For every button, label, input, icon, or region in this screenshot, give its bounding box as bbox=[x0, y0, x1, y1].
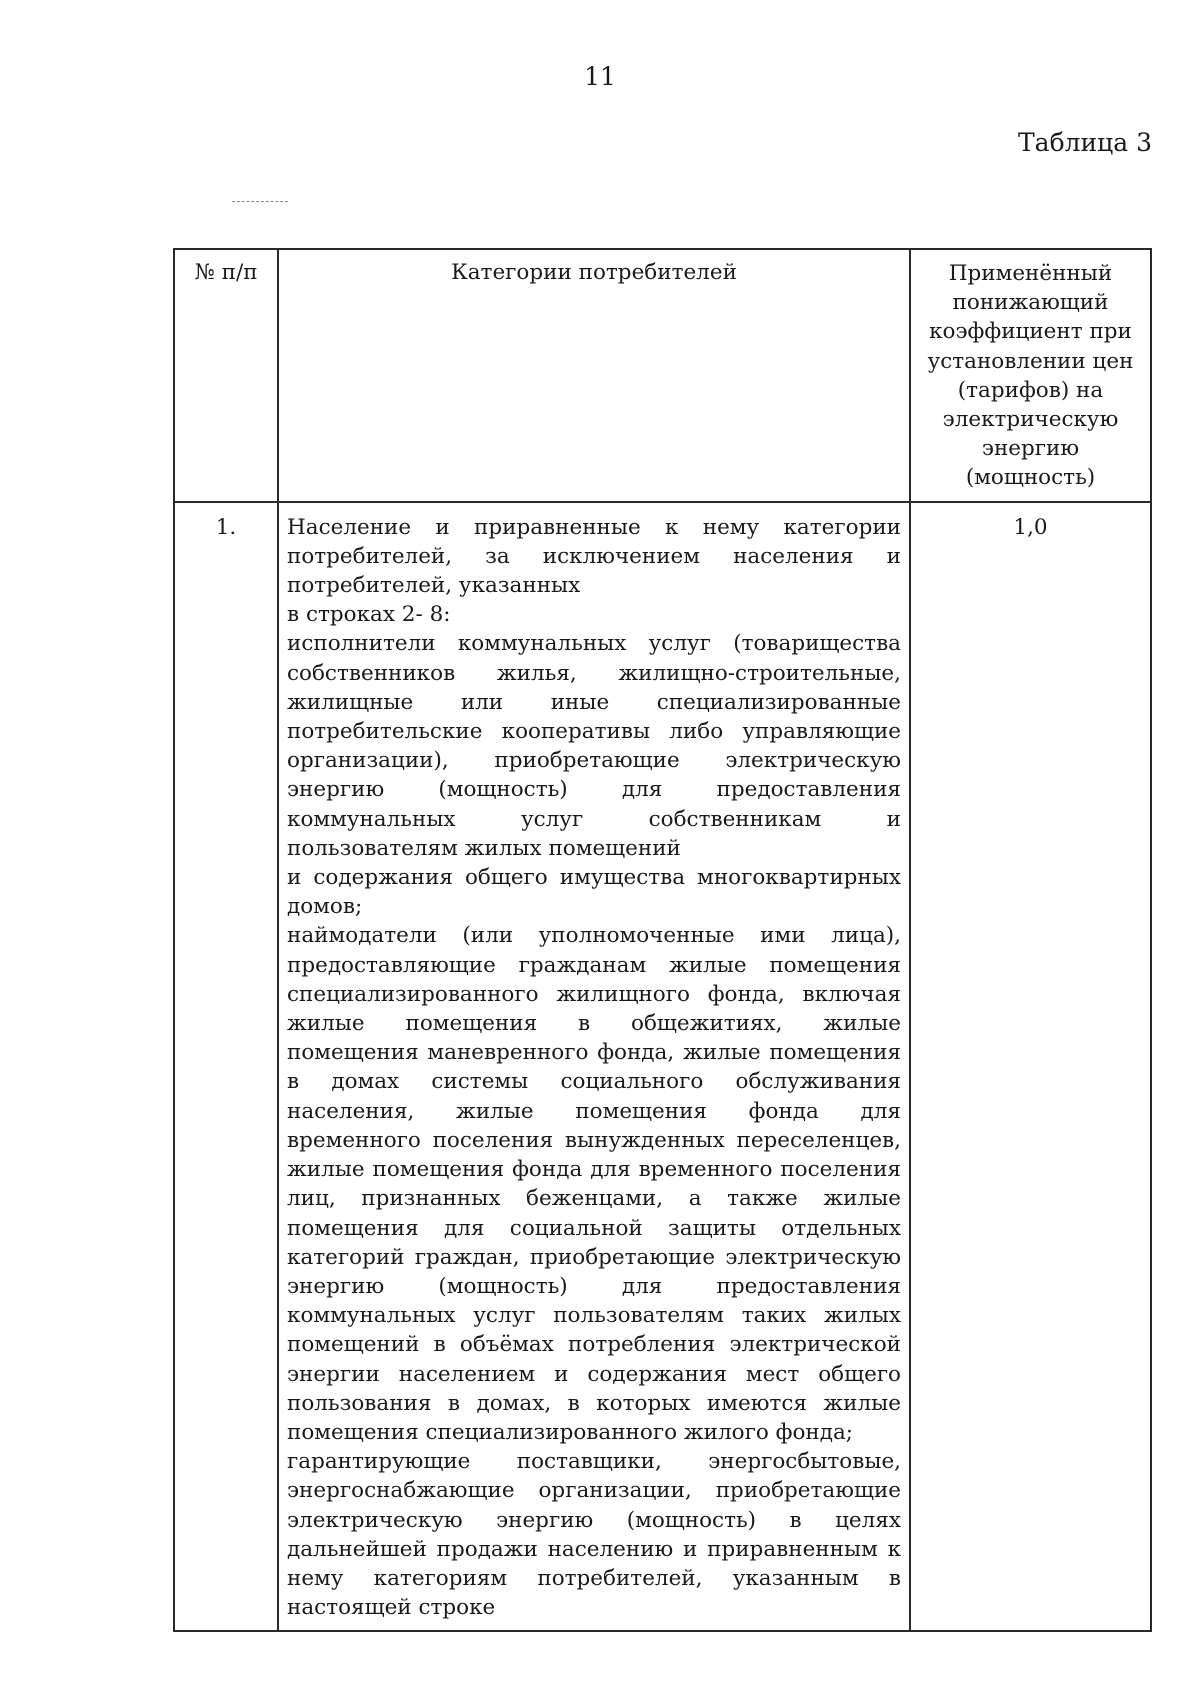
header-coefficient-label: Применённый понижающий коэффициент при установлении цен (тарифов) на электрическую энергию (мощность) bbox=[927, 261, 1134, 491]
page-number: 11 bbox=[584, 62, 616, 91]
row-category-cell bbox=[278, 502, 910, 1632]
table-header-row bbox=[174, 249, 1151, 502]
category-paragraph: наймодатели (или уполномоченные ими лица), предоставляющие гражданам жилые помещения специализированного жилищного фонда, включая жилые помещения в общежитиях, жилые помещения маневренного фонда, жилые помещения в домах системы социального обслуживания населения, жилые помещения фонда для временного поселения вынужденных переселенцев, жилые помещения фонда для временного поселения лиц, признанных беженцами, а также жилые помещения для социальной защиты отдельных категорий граждан, приобретающие электрическую энергию (мощность) для предоставления коммунальных услуг пользователям таких жилых помещений в объёмах потребления электрической энергии населением и содержания мест общего пользования в домах, в которых имеются жилые помещения специализированного жилого фонда; bbox=[287, 923, 901, 1445]
table-row bbox=[174, 502, 1151, 1632]
consumer-categories-table bbox=[173, 248, 1152, 1632]
table-caption: Таблица 3 bbox=[1017, 128, 1152, 157]
category-paragraph: гарантирующие поставщики, энергосбытовые, энергоснабжающие организации, приобретающие электрическую энергию (мощность) в целях дальнейшей продажи населению и приравненным к нему категориям потребителей, указанным в настоящей строке bbox=[287, 1449, 901, 1621]
header-category-label: Категории потребителей bbox=[451, 260, 737, 285]
scan-mark bbox=[232, 201, 288, 202]
row-number-cell bbox=[174, 502, 278, 1632]
header-number bbox=[174, 249, 278, 502]
category-paragraph: в строках 2- 8: bbox=[287, 602, 451, 628]
row-number: 1. bbox=[215, 514, 237, 540]
row-coefficient: 1,0 bbox=[1013, 514, 1048, 540]
category-paragraph: Население и приравненные к нему категории потребителей, за исключением населения и потребителей, указанных bbox=[287, 514, 901, 599]
row-coefficient-cell bbox=[910, 502, 1151, 1632]
category-paragraph: исполнители коммунальных услуг (товарищества собственников жилья, жилищно-строительные, жилищные или иные специализированные потребительские кооперативы либо управляющие организации), приобретающие электрическую энергию (мощность) для предоставления коммунальных услуг собственникам и пользователям жилых помещений bbox=[287, 631, 901, 861]
category-paragraph: и содержания общего имущества многоквартирных домов; bbox=[287, 865, 901, 920]
header-category bbox=[278, 249, 910, 502]
header-coefficient bbox=[910, 249, 1151, 502]
header-number-label: № п/п bbox=[194, 260, 258, 285]
